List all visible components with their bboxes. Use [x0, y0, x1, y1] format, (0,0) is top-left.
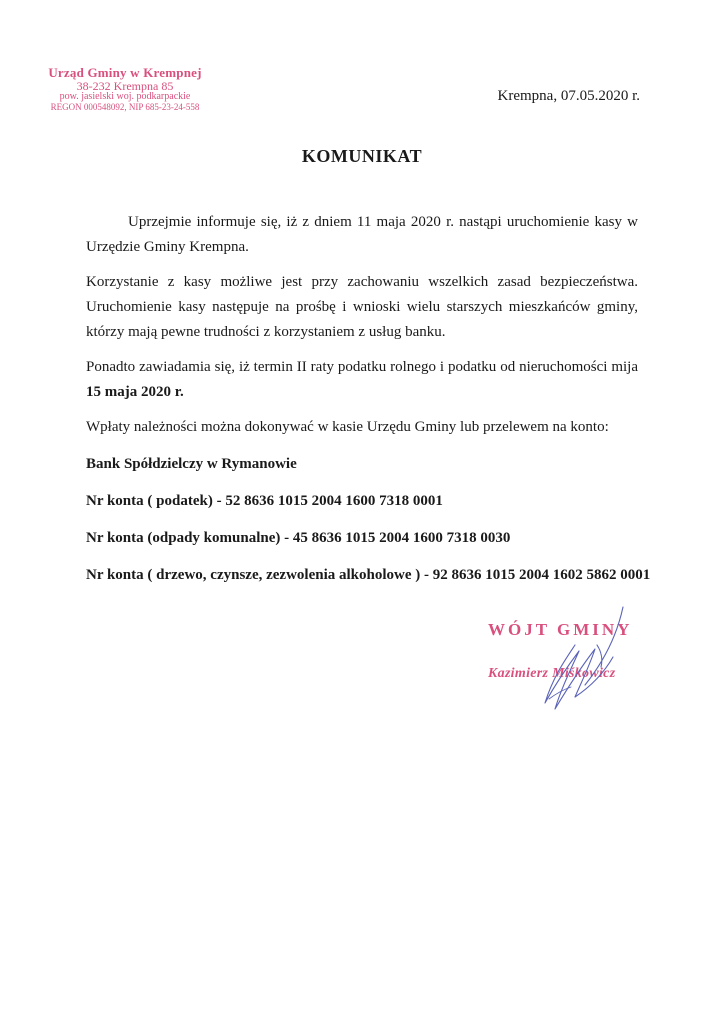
document-body	[86, 210, 651, 588]
bank-name: Bank Spółdzielczy w Rymanowie	[86, 456, 297, 472]
paragraph-2: Korzystanie z kasy możliwe jest przy zachowaniu wszelkich zasad bezpieczeństwa. Uruchomienie kasy następuje na prośbę i wnioski wielu starszych mieszkańców gminy, którzy mają pewne trudności z korzystaniem z usług banku.	[86, 274, 638, 340]
account-number-other: Nr konta ( drzewo, czynsze, zezwolenia alkoholowe ) - 92 8636 1015 2004 1602 5862 0001	[86, 567, 651, 583]
handwritten-signature	[505, 605, 645, 715]
stamp-ids: REGON 000548092, NIP 685-23-24-558	[50, 101, 200, 112]
paragraph-3-text: Ponadto zawiadamia się, iż termin II raty podatku rolnego i podatku od nieruchomości mija	[86, 359, 638, 375]
stamp-role: WÓJT GMINY	[488, 620, 633, 639]
stamp-address: 38-232 Krempna 85	[76, 78, 174, 93]
tax-deadline: 15 maja 2020 r.	[86, 384, 184, 400]
account-number-waste: Nr konta (odpady komunalne) - 45 8636 1015 2004 1600 7318 0030	[86, 530, 511, 546]
account-number-tax: Nr konta ( podatek) - 52 8636 1015 2004 1600 7318 0001	[86, 493, 443, 509]
office-stamp	[40, 66, 210, 112]
stamp-office-name: Urząd Gminy w Krempnej	[48, 65, 202, 80]
document-title: KOMUNIKAT	[301, 146, 423, 166]
paragraph-4: Wpłaty należności można dokonywać w kasie Urzędu Gminy lub przelewem na konto:	[86, 419, 609, 435]
paragraph-1: Uprzejmie informuje się, iż z dniem 11 maja 2020 r. nastąpi uruchomienie kasy w Urzędzie Gminy Krempna.	[86, 214, 638, 255]
stamp-name: Kazimierz Miśkowicz	[488, 666, 616, 681]
paragraph-3	[86, 355, 638, 405]
document-date: Krempna, 07.05.2020 r.	[497, 88, 640, 104]
stamp-region: pow. jasielski woj. podkarpackie	[59, 91, 191, 103]
